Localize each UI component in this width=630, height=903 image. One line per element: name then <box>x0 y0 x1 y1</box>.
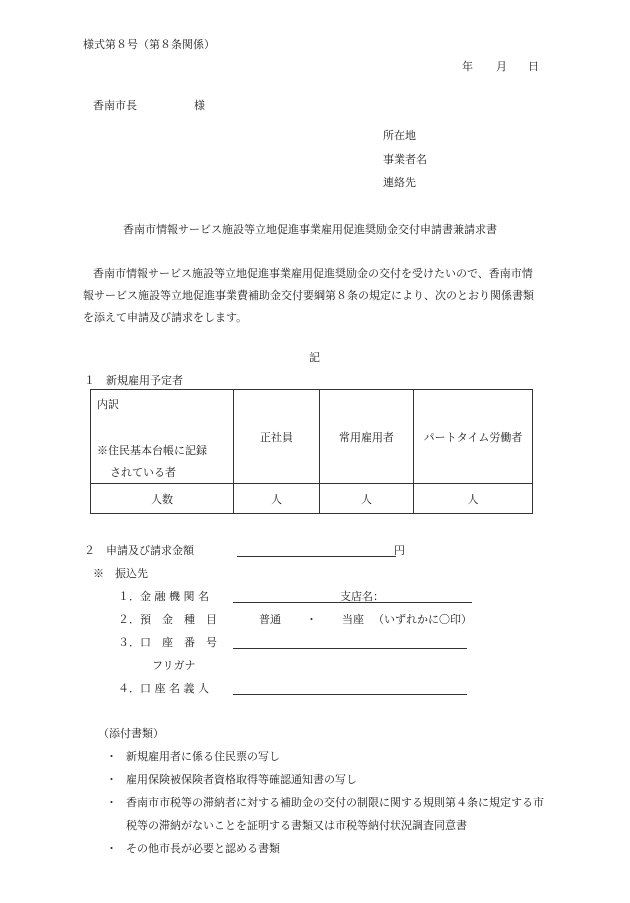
breakdown-header-cell <box>91 390 234 484</box>
attachment-item-2: 雇用保険被保険者資格取得等確認通知書の写し <box>126 773 357 786</box>
ki-marker: 記 <box>309 351 320 364</box>
transfer-heading: ※ 振込先 <box>93 567 148 580</box>
account-holder-label: ４．口 座 名 義 人 <box>118 682 209 695</box>
attachment-item-1: 新規雇用者に係る住民票の写し <box>126 750 280 763</box>
applicant-address-label: 所在地 <box>383 129 416 142</box>
attachment-bullet-1: ・ <box>106 750 117 763</box>
deposit-type-label: ２．預 金 種 目 <box>118 613 217 626</box>
applicant-business-name-label: 事業者名 <box>383 153 427 166</box>
attachment-bullet-2: ・ <box>106 773 117 786</box>
deposit-type-checking: 当座 <box>342 613 364 626</box>
amount-field-line <box>237 556 396 557</box>
addressee-honorific: 様 <box>194 99 205 112</box>
registry-note-line2: されている者 <box>110 466 176 479</box>
deposit-type-separator: ・ <box>306 613 317 626</box>
column-header-regular: 常用雇用者 <box>320 390 414 484</box>
registry-note-line1: ※住民基本台帳に記録 <box>97 444 207 457</box>
attachment-item-4: その他市長が必要と認める書類 <box>126 842 280 855</box>
row-label-headcount: 人数 <box>91 484 234 514</box>
form-number: 様式第８号（第８条関係） <box>83 38 215 51</box>
cell-regular-unit: 人 <box>320 484 414 514</box>
attachment-item-3-line2: 税等の滞納がないことを証明する書類又は市税等納付状況調査同意書 <box>126 819 467 832</box>
attachments-heading: （添付書類） <box>98 727 164 740</box>
furigana-label: フリガナ <box>152 659 196 672</box>
body-line-3: を添えて申請及び請求をします。 <box>83 311 248 324</box>
account-number-label: ３．口 座 番 号 <box>118 636 217 649</box>
body-line-1: 香南市情報サービス施設等立地促進事業雇用促進奨励金の交付を受けたいので、香南市情 <box>93 267 533 280</box>
branch-name-label: 支店名： <box>340 590 384 603</box>
cell-full-time-unit: 人 <box>234 484 320 514</box>
employee-count-table <box>90 389 533 514</box>
date-year: 年 <box>462 60 473 73</box>
date-day: 日 <box>528 60 539 73</box>
bank-name-label: １．金 融 機 関 名 <box>118 590 209 603</box>
account-holder-field-line <box>233 694 467 695</box>
amount-currency: 円 <box>394 544 405 557</box>
attachment-bullet-4: ・ <box>106 842 117 855</box>
cell-part-time-unit: 人 <box>414 484 533 514</box>
breakdown-label: 内訳 <box>97 398 119 411</box>
section2-heading: ２ 申請及び請求金額 <box>84 544 194 557</box>
body-line-2: 報サービス施設等立地促進事業費補助金交付要綱第８条の規定により、次のとおり関係書類 <box>83 289 534 302</box>
deposit-type-ordinary: 普通 <box>259 613 281 626</box>
addressee-name: 香南市長 <box>93 99 137 112</box>
section1-heading: １ 新規雇用予定者 <box>84 374 183 387</box>
date-month: 月 <box>496 60 507 73</box>
attachment-item-3-line1: 香南市市税等の滞納者に対する補助金の交付の制限に関する規則第４条に規定する市 <box>126 796 544 809</box>
account-number-field-line <box>233 648 467 649</box>
column-header-full-time: 正社員 <box>234 390 320 484</box>
attachment-bullet-3: ・ <box>106 796 117 809</box>
deposit-type-note: （いずれかに〇印） <box>373 613 472 626</box>
applicant-contact-label: 連絡先 <box>383 176 416 189</box>
document-title: 香南市情報サービス施設等立地促進事業雇用促進奨励金交付申請書兼請求書 <box>123 223 497 236</box>
column-header-part-time: パートタイム労働者 <box>414 390 533 484</box>
